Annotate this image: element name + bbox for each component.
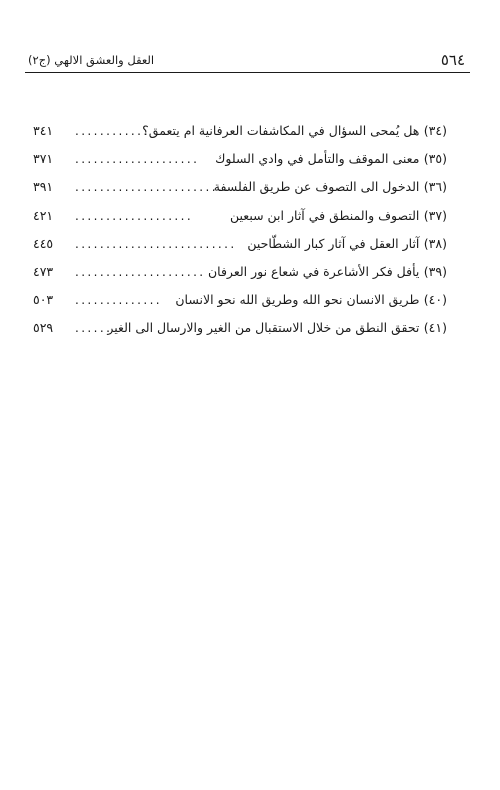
toc-page-number: ٤٧٣: [33, 264, 54, 280]
toc-leader: ......: [75, 321, 113, 336]
toc-entry-title: الدخول الى التصوف عن طريق الفلسفة: [213, 179, 420, 195]
toc-page-number: ٥٠٣: [33, 292, 54, 308]
toc-page-number: ٥٢٩: [33, 320, 54, 336]
toc-leader: ..............: [75, 293, 163, 308]
toc-entry-number: (٣٤): [423, 123, 447, 139]
toc-leader: .........................: [75, 180, 231, 195]
toc-entry-number: (٣٩): [423, 264, 447, 280]
toc-entry-heading: [142, 117, 447, 145]
toc-entry: [33, 286, 447, 314]
toc-entry-heading: [107, 314, 447, 342]
toc-entry-number: (٤١): [423, 320, 447, 336]
toc-entry-heading: [208, 258, 447, 286]
toc-entry-title: يأفل فكر الأشاعرة في شعاع نور العرفان: [207, 264, 420, 280]
running-head: [28, 50, 465, 70]
toc-page-number: ٤٤٥: [33, 235, 54, 251]
toc-entry-number: (٣٥): [423, 151, 447, 167]
toc-entry: [33, 145, 447, 173]
toc-entry-title: التصوف والمنطق في آثار ابن سبعين: [230, 207, 420, 223]
toc-entry-heading: [175, 286, 447, 314]
header-rule: [25, 72, 470, 73]
toc-entry: [33, 314, 447, 342]
page-number: ٥٦٤: [440, 51, 465, 69]
running-title: العقل والعشق الالهي (ج٢): [28, 53, 155, 67]
toc-leader: .....................: [75, 265, 206, 280]
toc-entry-title: آثار العقل في آثار كبار الشطّاحين: [247, 235, 420, 251]
toc-entry: [33, 230, 447, 258]
toc-leader: ....................: [75, 152, 200, 167]
toc-entry-title: تحقق النطق من خلال الاستقبال من الغير والارسال الى الغير: [107, 320, 420, 336]
toc-entry: [33, 173, 447, 201]
toc-entry-number: (٣٧): [423, 207, 447, 223]
toc-page-number: ٣٩١: [33, 179, 54, 195]
toc-entry: [33, 117, 447, 145]
toc-leader: ..........................: [75, 236, 237, 251]
toc-entry-heading: [214, 173, 447, 201]
toc-entry-title: هل يُمحى السؤال في المكاشفات العرفانية ام يتعمق؟: [142, 123, 420, 139]
toc-entry: [33, 258, 447, 286]
toc-entry-heading: [215, 145, 447, 173]
toc-entry-number: (٣٦): [423, 179, 447, 195]
toc-leader: ............: [75, 124, 150, 139]
toc-page-number: ٣٧١: [33, 151, 54, 167]
toc-entry-title: طريق الانسان نحو الله وطريق الله نحو الانسان: [175, 292, 420, 308]
toc-entry-title: معنى الموقف والتأمل في وادي السلوك: [215, 151, 420, 167]
toc-entry: [33, 202, 447, 230]
toc-leader: ...................: [75, 208, 194, 223]
toc-entry-heading: [230, 202, 447, 230]
toc-entry-number: (٤٠): [423, 292, 447, 308]
toc-entry-heading: [247, 230, 447, 258]
toc-page-number: ٤٢١: [33, 207, 54, 223]
table-of-contents: [33, 117, 447, 343]
toc-entry-number: (٣٨): [423, 235, 447, 251]
toc-page-number: ٣٤١: [33, 123, 54, 139]
